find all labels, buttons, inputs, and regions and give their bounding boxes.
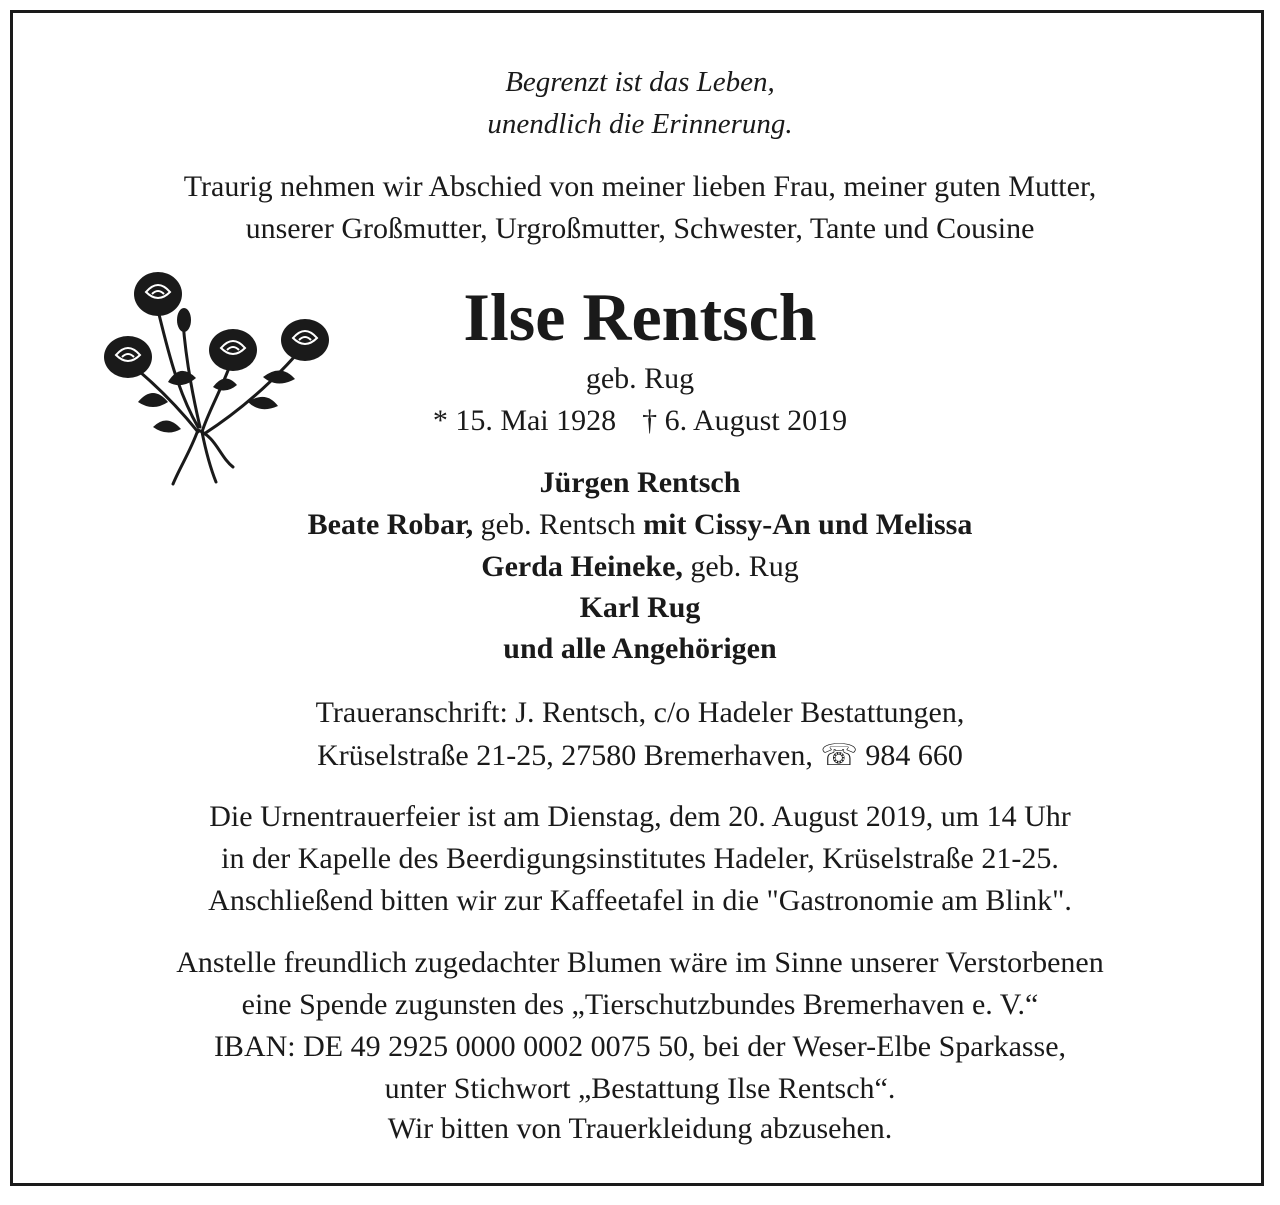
life-dates <box>40 404 1240 438</box>
family-member-4: Karl Rug <box>579 591 701 624</box>
death-date: † 6. August 2019 <box>642 404 848 437</box>
deceased-name: Ilse Rentsch <box>463 279 817 355</box>
family-member-1: Jürgen Rentsch <box>539 466 741 499</box>
donation-line-2: eine Spende zugunsten des „Tierschutzbundes Bremerhaven e. V.“ <box>241 988 1039 1021</box>
address-line-1: Traueranschrift: J. Rentsch, c/o Hadeler Bestattungen, <box>315 696 965 729</box>
ceremony-line-2: in der Kapelle des Beerdigungsinstitutes Hadeler, Krüselstraße 21-25. <box>221 842 1059 875</box>
birth-date: * 15. Mai 1928 <box>432 404 617 437</box>
family-member-2 <box>40 508 1240 542</box>
donation-line-4: unter Stichwort „Bestattung Ilse Rentsch“. <box>384 1072 896 1105</box>
motto-line-2: unendlich die Erinnerung. <box>487 108 793 140</box>
maiden-name: geb. Rug <box>585 362 695 395</box>
family-member-2-children: mit Cissy-An und Melissa <box>643 508 973 541</box>
motto-line-1: Begrenzt ist das Leben, <box>505 66 775 98</box>
family-member-2-name: Beate Robar, <box>307 508 474 541</box>
donation-line-1: Anstelle freundlich zugedachter Blumen wäre im Sinne unserer Verstorbenen <box>176 946 1104 979</box>
family-member-3-name: Gerda Heineke, <box>481 550 683 583</box>
address-line-2: Krüselstraße 21-25, 27580 Bremerhaven, ☏ 984 660 <box>317 739 963 772</box>
intro-line-1: Traurig nehmen wir Abschied von meiner lieben Frau, meiner guten Mutter, <box>183 170 1097 203</box>
donation-iban: IBAN: DE 49 2925 0000 0002 0075 50, bei der Weser-Elbe Sparkasse, <box>213 1030 1067 1063</box>
family-others: und alle Angehörigen <box>503 632 777 665</box>
family-member-3-maiden: geb. Rug <box>682 550 799 583</box>
ceremony-line-1: Die Urnentrauerfeier ist am Dienstag, dem 20. August 2019, um 14 Uhr <box>209 800 1071 833</box>
family-member-2-maiden: geb. Rentsch <box>473 508 644 541</box>
donation-line-5: Wir bitten von Trauerkleidung abzusehen. <box>387 1112 893 1145</box>
ceremony-line-3: Anschließend bitten wir zur Kaffeetafel in die "Gastronomie am Blink". <box>208 884 1072 917</box>
intro-line-2: unserer Großmutter, Urgroßmutter, Schwester, Tante und Cousine <box>245 212 1035 245</box>
family-member-3 <box>40 550 1240 584</box>
